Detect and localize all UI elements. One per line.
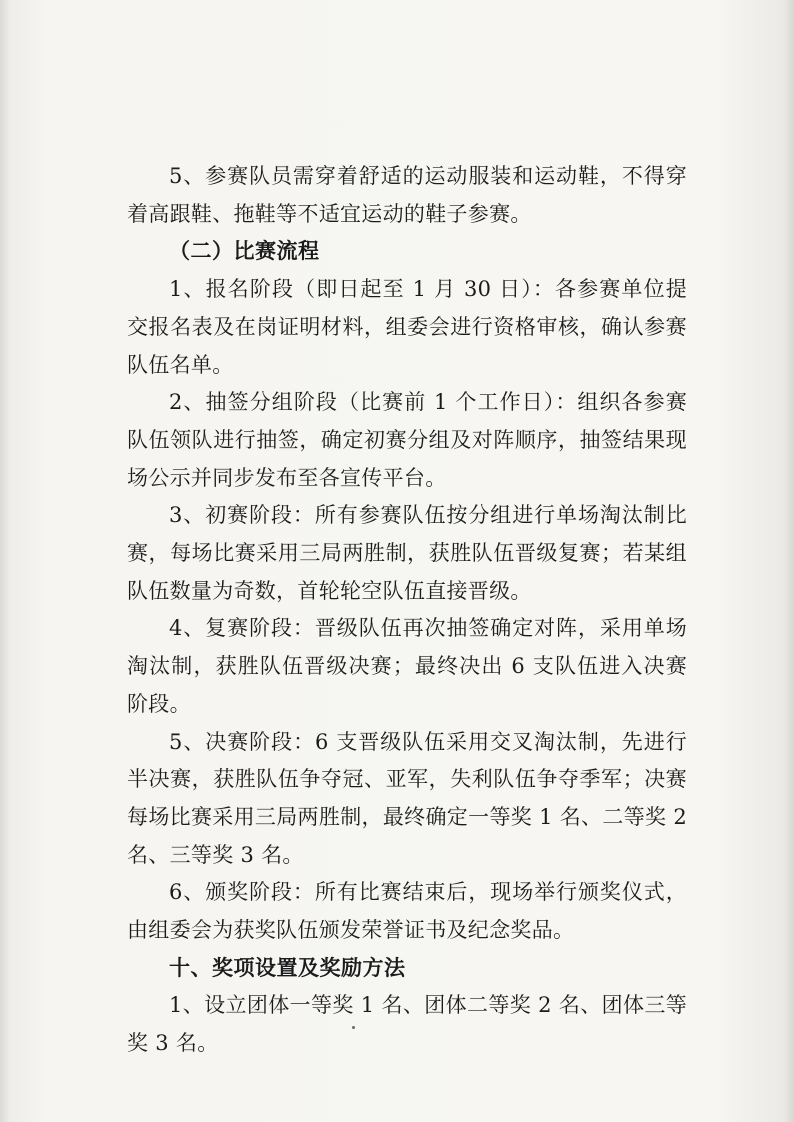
paragraph-team-awards: 1、设立团体一等奖 1 名、团体二等奖 2 名、团体三等奖 3 名。 xyxy=(127,993,687,1056)
paragraph-final-stage: 5、决赛阶段：6 支晋级队伍采用交叉淘汰制，先进行半决赛，获胜队伍争夺冠、亚军，失利队伍争夺季军；决赛每场比赛采用三局两胜制，最终确定一等奖 1 名、二等奖 2 名、三等奖 3 名。 xyxy=(127,729,687,867)
paragraph-rematch-stage: 4、复赛阶段：晋级队伍再次抽签确定对阵，采用单场淘汰制，获胜队伍晋级决赛；最终决出 6 支队伍进入决赛阶段。 xyxy=(127,616,687,716)
scan-edge-right xyxy=(784,0,794,1122)
scan-speck xyxy=(352,1026,355,1029)
scan-edge-left xyxy=(0,0,10,1122)
document-body xyxy=(127,158,687,1063)
paragraph-draw-stage: 2、抽签分组阶段（比赛前 1 个工作日）：组织各参赛队伍领队进行抽签，确定初赛分组及对阵顺序，抽签结果现场公示并同步发布至各宣传平台。 xyxy=(127,390,687,490)
paragraph-attire-rule: 5、参赛队员需穿着舒适的运动服装和运动鞋，不得穿着高跟鞋、拖鞋等不适宜运动的鞋子参赛。 xyxy=(127,164,687,226)
paragraph-preliminary-stage: 3、初赛阶段：所有参赛队伍按分组进行单场淘汰制比赛，每场比赛采用三局两胜制，获胜队伍晋级复赛；若某组队伍数量为奇数，首轮轮空队伍直接晋级。 xyxy=(127,503,687,603)
paragraph-award-ceremony: 6、颁奖阶段：所有比赛结束后，现场举行颁奖仪式，由组委会为获奖队伍颁发荣誉证书及纪念奖品。 xyxy=(127,880,687,943)
section-heading-competition-process: （二）比赛流程 xyxy=(169,239,320,264)
section-heading-awards: 十、奖项设置及奖励方法 xyxy=(169,955,406,980)
paragraph-registration-stage: 1、报名阶段（即日起至 1 月 30 日）：各参赛单位提交报名表及在岗证明材料，组委会进行资格审核，确认参赛队伍名单。 xyxy=(127,277,687,377)
